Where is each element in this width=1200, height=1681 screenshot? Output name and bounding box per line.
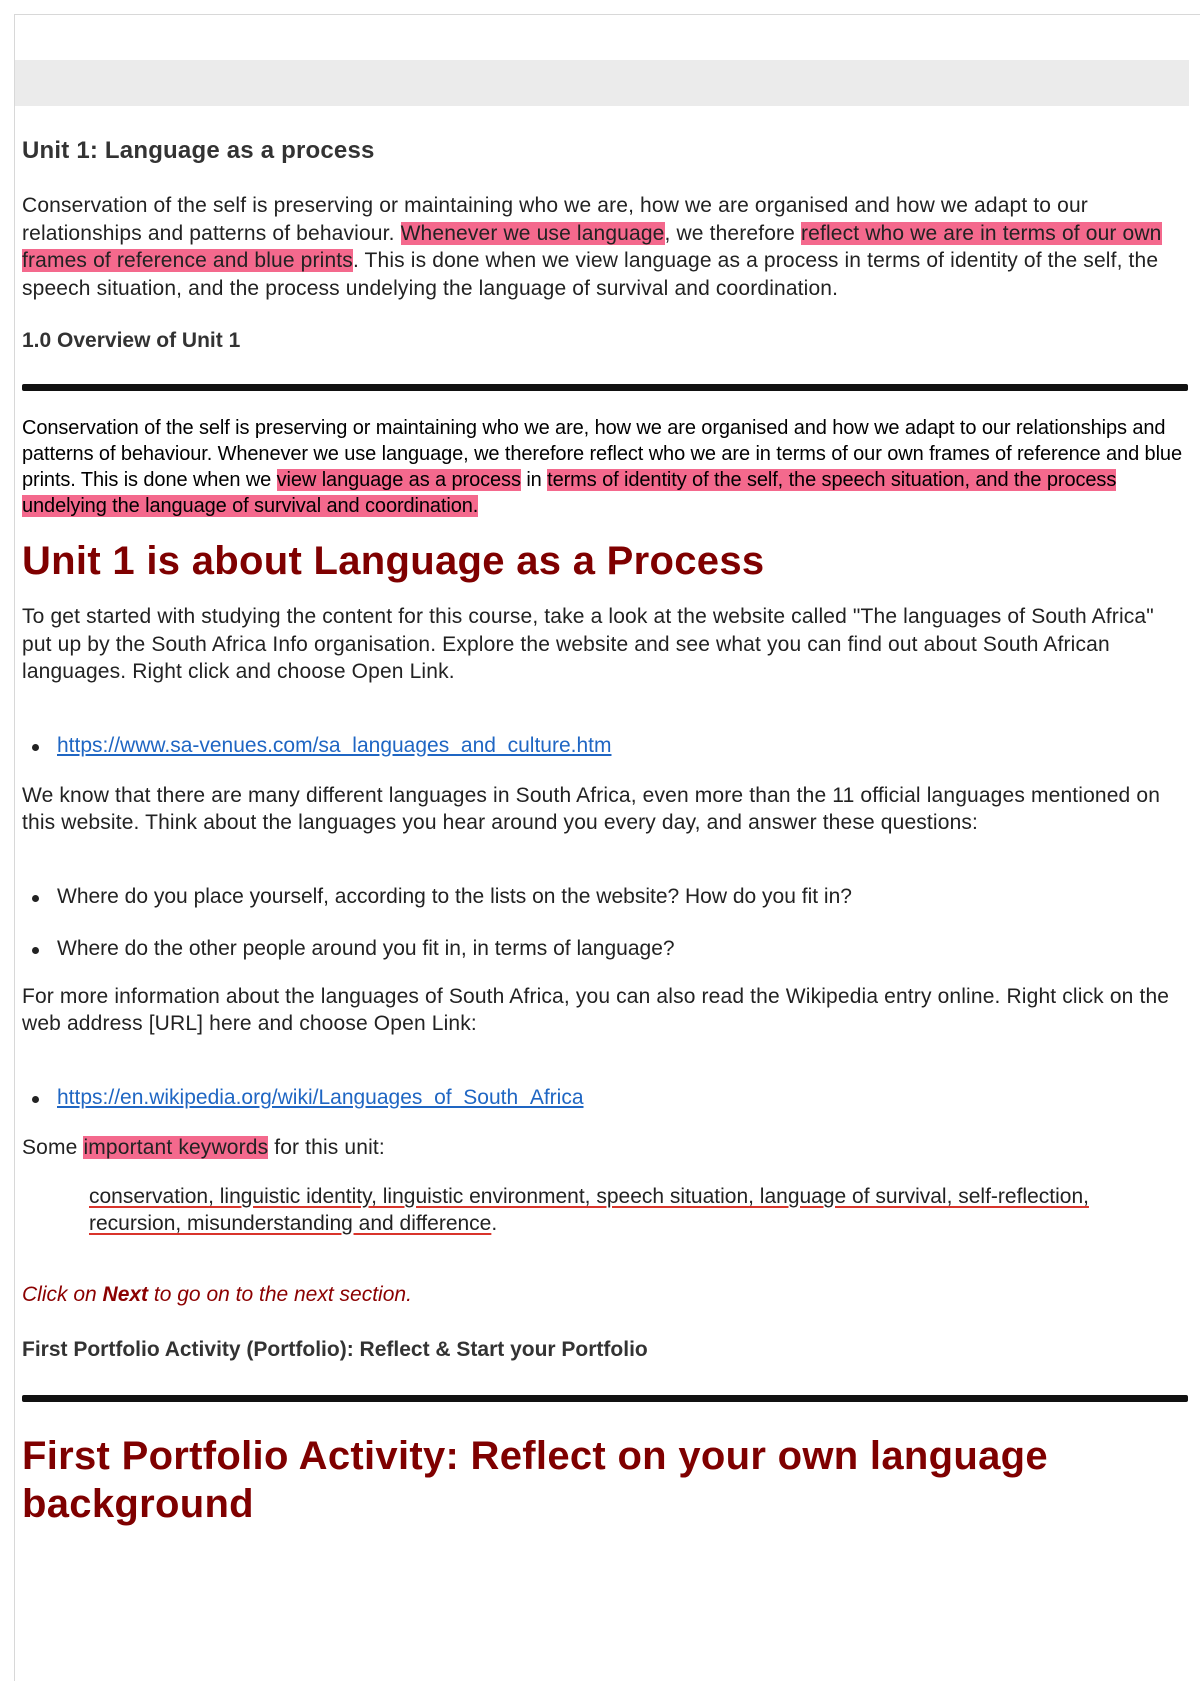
list-item (22, 1084, 1188, 1112)
next-note (22, 1283, 1188, 1307)
overview-paragraph (22, 415, 1188, 519)
intro-text: Conservation of the self is preserving or maintaining who we are, how we are organised and how we adapt to our relationships and patterns of behaviour. (22, 194, 1088, 245)
highlight: reflect who we are in terms of our own frames of reference and blue prints (22, 221, 1162, 272)
intro-text: . This is done when we view language as a process in terms of identity of the self, the speech situation, and the process undelying the language of survival and coordination. (22, 249, 1159, 300)
overview-heading: 1.0 Overview of Unit 1 (22, 329, 241, 352)
sa-venues-link[interactable]: https://www.sa-venues.com/sa_languages_and_culture.htm (57, 733, 612, 757)
next-note-text: Click on (22, 1283, 103, 1306)
wiki-paragraph: For more information about the languages of South Africa, you can also read the Wikipedia entry online. Right click on the web address [URL] here and choose Open Link: (22, 984, 1170, 1035)
keywords-list (89, 1183, 1169, 1237)
wikipedia-link[interactable]: https://en.wikipedia.org/wiki/Languages_of_South_Africa (57, 1085, 584, 1109)
highlight: view language as a process (276, 469, 521, 491)
overview-text: in (520, 469, 548, 491)
link-list (22, 1084, 1188, 1112)
question-item: Where do the other people around you fit in, in terms of language? (22, 935, 1188, 963)
overview-text: Conservation of the self is preserving or maintaining who we are, how we are organised and how we adapt to our relationships and patterns of behaviour. Whenever we use language, we therefore reflect who we are in terms of our own frames of reference and blue prints. This is done when we (22, 417, 1182, 491)
keywords-intro (22, 1134, 1188, 1162)
languages-paragraph: We know that there are many different languages in South Africa, even more than the 11 official languages mentioned on this website. Think about the languages you hear around you every day, and answer these questions: (22, 783, 1161, 834)
document-page (14, 14, 1200, 1681)
portfolio-heading: First Portfolio Activity (Portfolio): Reflect & Start your Portfolio (22, 1338, 648, 1361)
intro-text: , we therefore (664, 221, 801, 245)
keywords-intro-text: Some (22, 1135, 84, 1159)
next-note-text: to go on to the next section. (148, 1283, 412, 1306)
unit-heading: Unit 1: Language as a process (22, 137, 375, 164)
divider (22, 1395, 1188, 1402)
highlight: important keywords (83, 1135, 269, 1159)
highlight: terms of identity of the self, the speech situation, and the process undelying the language of survival and coordination. (22, 469, 1117, 517)
getting-started-paragraph: To get started with studying the content for this course, take a look at the website called "The languages of South Africa" put up by the South Africa Info organisation. Explore the website and see what you can find out about South African languages. Right click and choose Open Link. (22, 605, 1154, 683)
highlight: Whenever we use language (400, 221, 665, 245)
portfolio-title: First Portfolio Activity: Reflect on your own language background (22, 1434, 1048, 1526)
link-list (22, 732, 1188, 760)
question-item: Where do you place yourself, according to the lists on the website? How do you fit in? (22, 883, 1188, 911)
section-title: Unit 1 is about Language as a Process (22, 539, 765, 583)
intro-paragraph (22, 192, 1188, 302)
keywords-end: . (491, 1212, 498, 1235)
next-keyword: Next (102, 1283, 149, 1306)
header-bar (15, 60, 1189, 106)
question-list (22, 883, 1188, 963)
keywords-text: conservation, linguistic identity, linguistic environment, speech situation, language of survival, self-reflection, recursion, misunderstanding and difference (89, 1185, 1089, 1235)
main-content (22, 137, 1188, 1528)
list-item (22, 732, 1188, 760)
keywords-intro-text: for this unit: (268, 1135, 385, 1159)
divider (22, 384, 1188, 391)
